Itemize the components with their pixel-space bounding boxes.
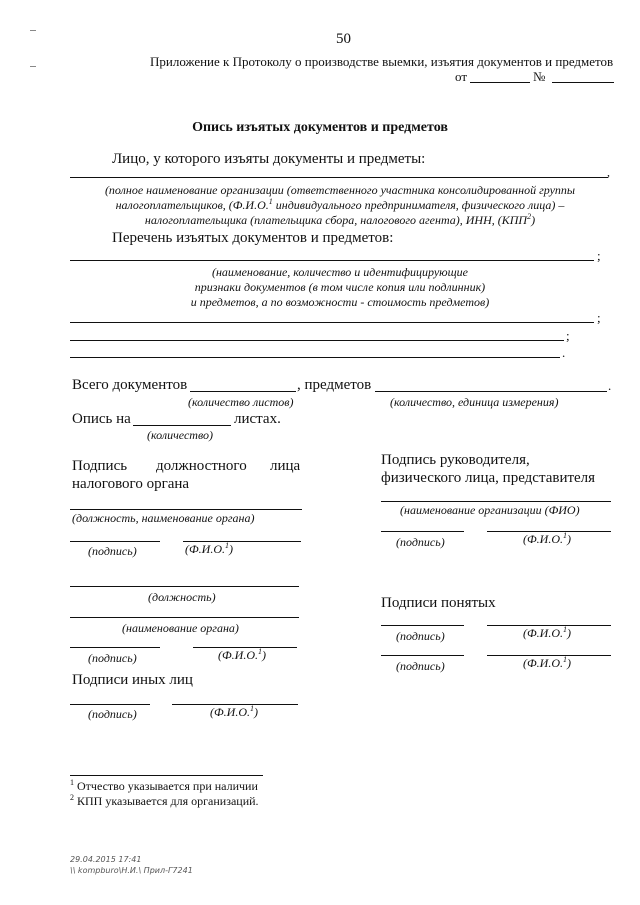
signature-hint: (подпись): [88, 651, 137, 665]
official-signature-word1: Подпись: [72, 458, 128, 474]
signature-hint: (подпись): [396, 535, 445, 549]
fio-hint: (Ф.И.О.$^1$): [523, 531, 571, 546]
from-label: от: [455, 69, 468, 84]
signature-line: [381, 625, 464, 626]
footnote-separator: [70, 775, 263, 776]
page-number: 50: [336, 31, 351, 47]
list-hint-line3: и предметов, а по возможности - стоимость предметов): [190, 295, 490, 309]
list-line-3: [70, 340, 564, 341]
witnesses-label: Подписи понятых: [381, 595, 496, 611]
scan-mark: [30, 30, 36, 31]
person-hint-line3: налогоплательщика (плательщика сбора, налогового агента), ИНН, (КПП$^2$): [144, 212, 536, 227]
signature-hint: (подпись): [396, 629, 445, 643]
appendix-title: Приложение к Протоколу о производстве выемки, изъятия документов и предметов: [150, 54, 614, 69]
line-end-mark: ;: [597, 310, 601, 325]
list-line-2: [70, 322, 594, 323]
sheets-hint: (количество листов): [188, 395, 294, 409]
official-signature-line2: налогового органа: [72, 476, 190, 492]
list-hint-line2: признаки документов (в том числе копия или подлинник): [194, 280, 486, 294]
head-signature-line1: Подпись руководителя,: [381, 452, 530, 468]
position-org-hint: (должность, наименование органа): [72, 511, 255, 525]
list-line-4: [70, 357, 560, 358]
org-name-hint: (наименование органа): [122, 621, 239, 635]
signature-hint: (подпись): [88, 707, 137, 721]
total-documents-label: Всего документов: [72, 377, 188, 393]
number-line: [552, 82, 614, 83]
person-hint-line2: налогоплательщиков, (Ф.И.О.$^1$ индивидуального предпринимателя, физического лица) –: [115, 197, 565, 212]
head-signature-line2: физического лица, представителя: [381, 470, 596, 486]
scan-mark: [30, 66, 36, 67]
count-hint: (количество): [147, 428, 214, 442]
line-end-mark: ;: [566, 328, 570, 343]
other-persons-label: Подписи иных лиц: [72, 672, 193, 688]
signature-line: [70, 647, 160, 648]
person-label: Лицо, у которого изъяты документы и предметы:: [112, 151, 426, 167]
line-end-mark: ;: [597, 248, 601, 263]
fio-hint: (Ф.И.О.$^1$): [523, 655, 571, 670]
fio-hint: (Ф.И.О.$^1$): [218, 647, 266, 662]
documents-count-line: [190, 391, 296, 392]
signature-line: [70, 704, 150, 705]
qty-hint: (количество, единица измерения): [390, 395, 559, 409]
org-fio-line: [381, 501, 611, 502]
official-signature-word3: лица: [270, 458, 301, 474]
official-signature-word2: должностного: [156, 458, 247, 474]
number-label: №: [533, 69, 546, 84]
sheets-label: листах.: [234, 411, 281, 427]
date-line: [470, 82, 530, 83]
signature-hint: (подпись): [396, 659, 445, 673]
sheets-count-line: [133, 425, 231, 426]
signature-hint: (подпись): [88, 544, 137, 558]
list-line-1: [70, 260, 594, 261]
line-end-mark: .: [562, 345, 566, 360]
position-hint: (должность): [148, 590, 216, 604]
list-label: Перечень изъятых документов и предметов:: [112, 230, 394, 246]
line-end-mark: .: [608, 378, 612, 393]
org-fio-hint: (наименование организации (ФИО): [400, 503, 580, 517]
items-count-line: [375, 391, 607, 392]
signature-line: [381, 531, 464, 532]
footnote-2: $^2$ КПП указывается для организаций.: [70, 793, 259, 808]
fio-hint: (Ф.И.О.$^1$): [210, 704, 258, 719]
print-path: \\ kompburo\Н.И.\ Прил-Г7241: [70, 866, 193, 875]
page-title: Опись изъятых документов и предметов: [192, 120, 448, 135]
inventory-label: Опись на: [72, 411, 131, 427]
fio-hint: (Ф.И.О.$^1$): [185, 541, 233, 556]
position-org-line: [70, 509, 302, 510]
print-date: 29.04.2015 17:41: [70, 855, 142, 864]
items-label: , предметов: [297, 377, 372, 393]
list-hint-line1: (наименование, количество и идентифицирующие: [211, 265, 468, 279]
person-hint-line1: (полное наименование организации (ответственного участника консолидированной группы: [104, 183, 576, 197]
org-name-line: [70, 617, 299, 618]
person-line: [70, 177, 608, 178]
line-end-mark: ,: [607, 165, 610, 179]
footnote-1: $^1$ Отчество указывается при наличии: [70, 778, 258, 793]
fio-hint: (Ф.И.О.$^1$): [523, 625, 571, 640]
signature-line: [70, 541, 160, 542]
signature-line: [381, 655, 464, 656]
position-line: [70, 586, 299, 587]
